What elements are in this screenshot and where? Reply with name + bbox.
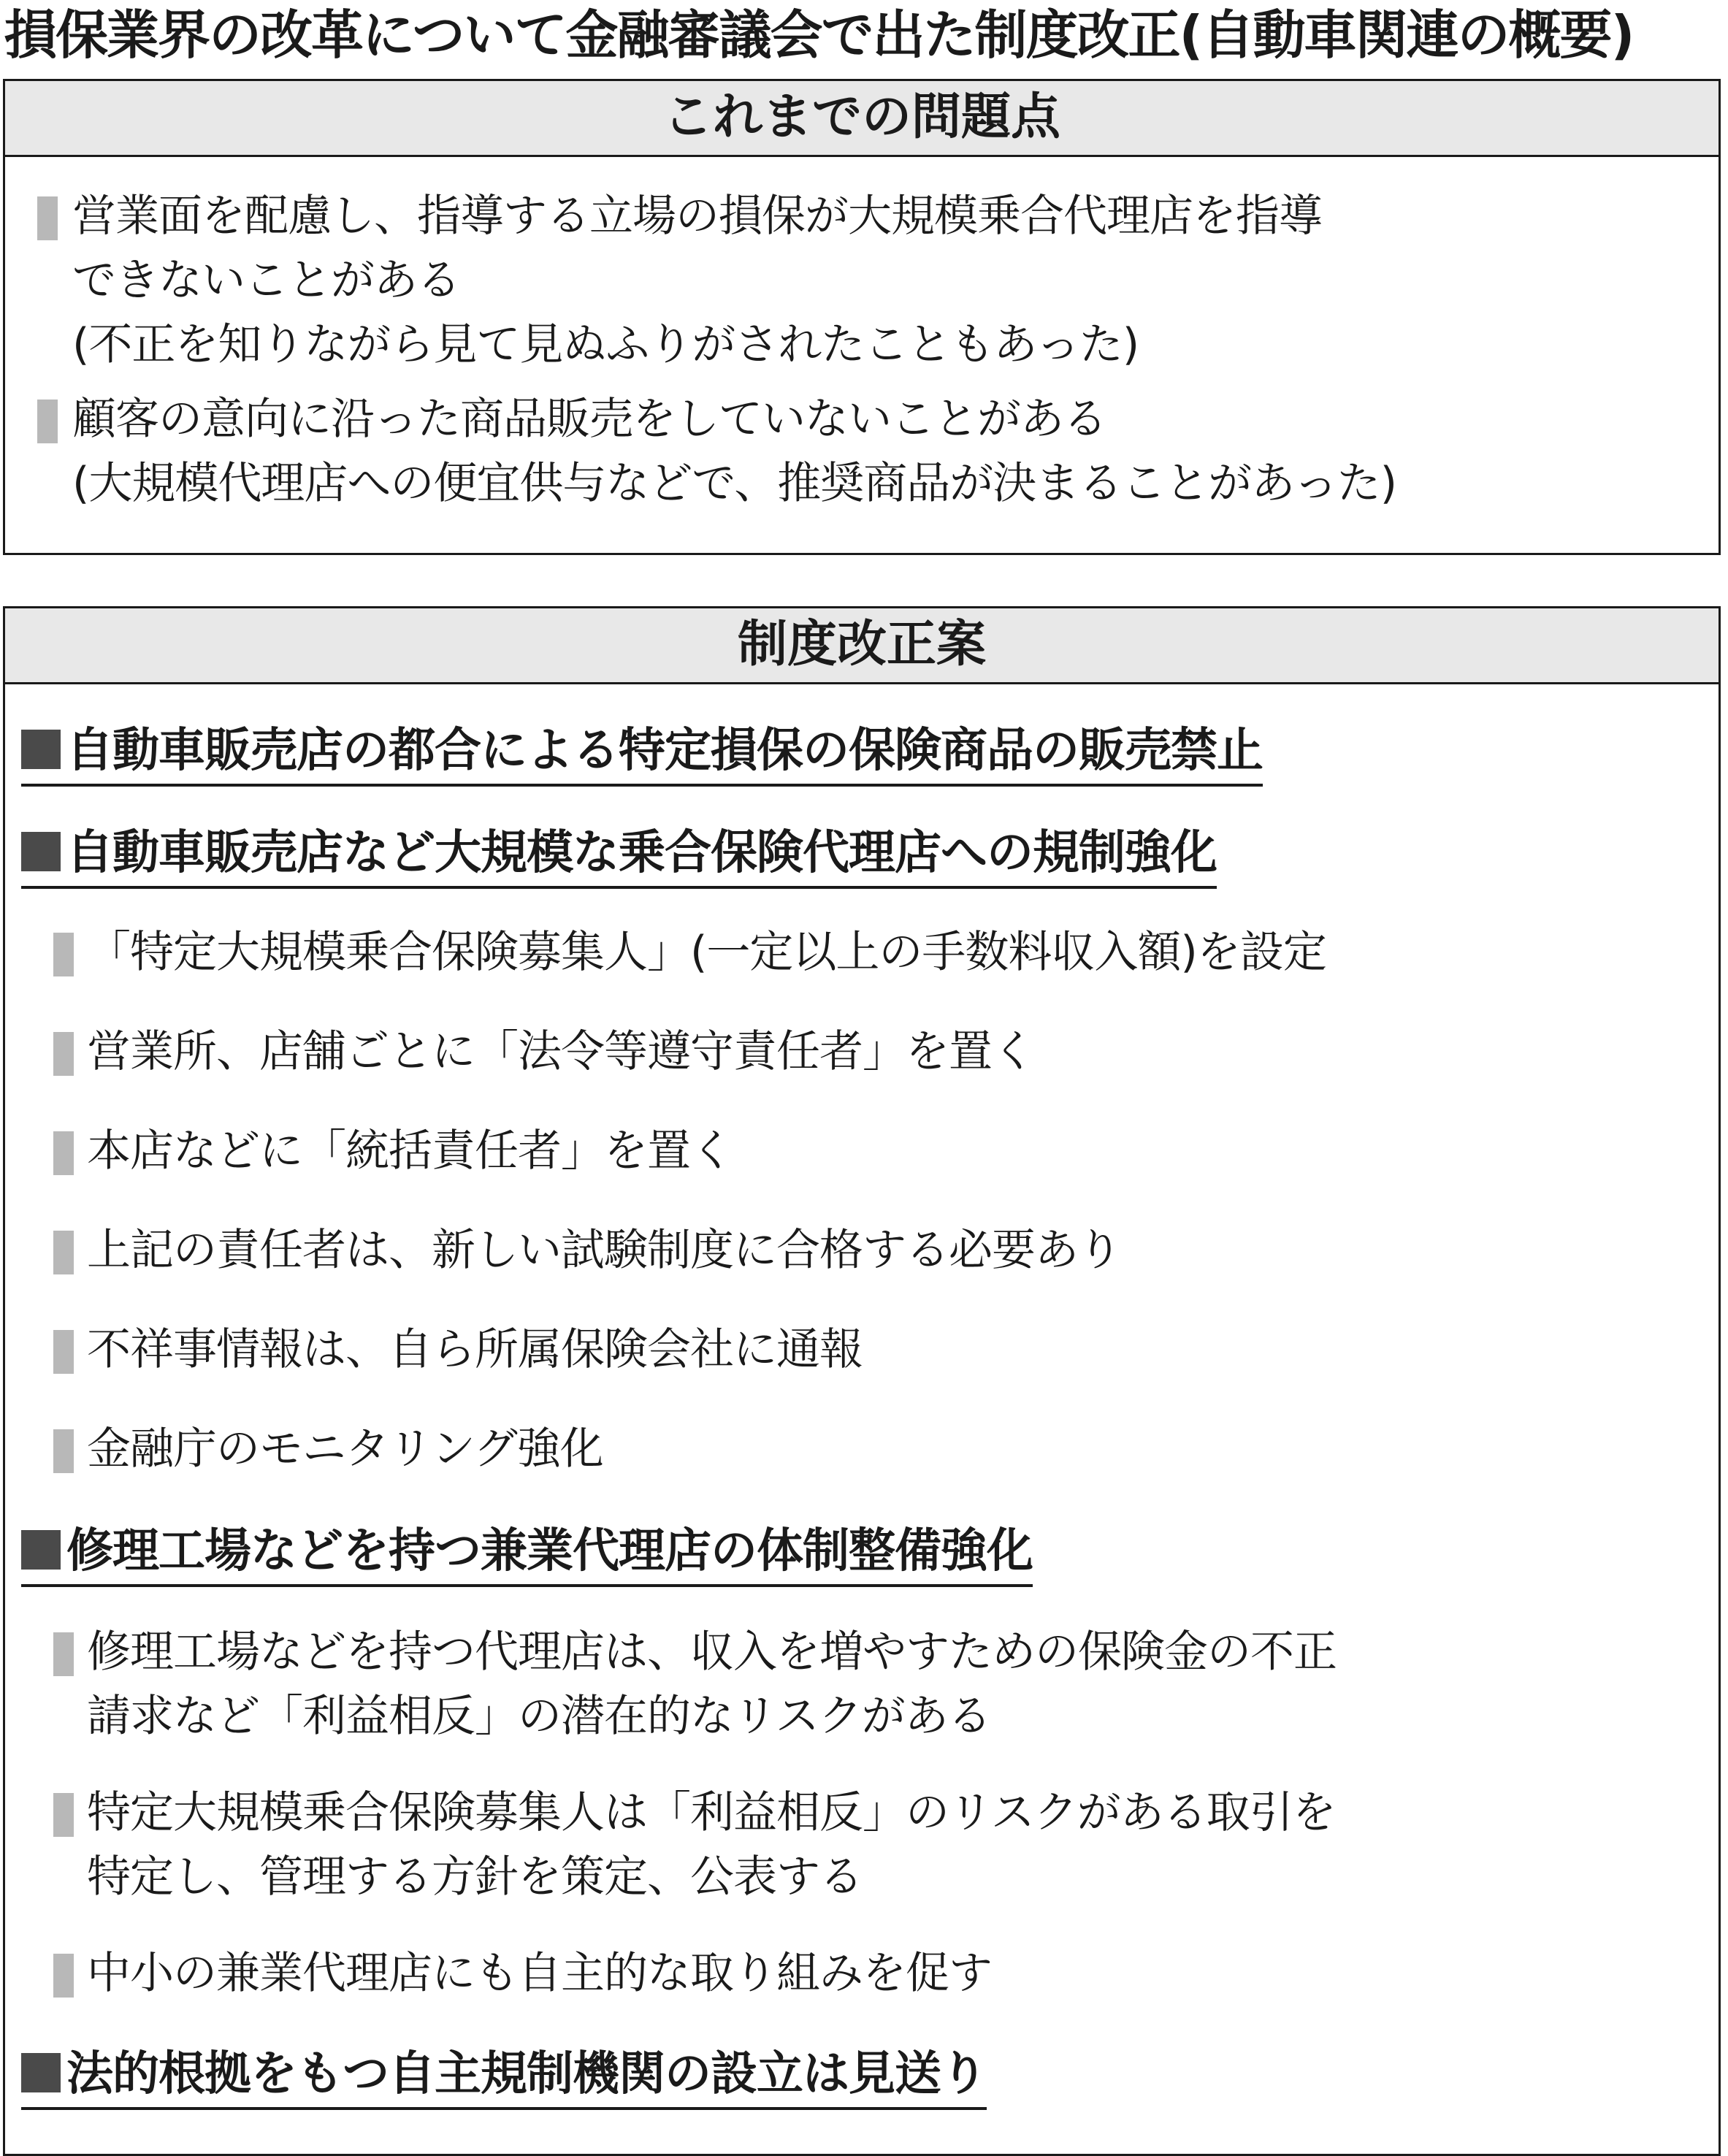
reform-heading-3 bbox=[21, 1518, 1033, 1587]
reform-3-item-1-line-2: 請求など「利益相反」の潜在的なリスクがある bbox=[87, 1691, 991, 1742]
reform-2-item-5: 不祥事情報は、自ら所属保険会社に通報 bbox=[87, 1324, 863, 1375]
gray-bullet-icon bbox=[53, 1330, 74, 1374]
gray-bullet-icon bbox=[53, 1231, 74, 1274]
reform-box bbox=[3, 606, 1721, 2156]
gray-bullet-icon bbox=[53, 1954, 74, 1998]
reform-2-item-4: 上記の責任者は、新しい試験制度に合格する必要あり bbox=[87, 1225, 1121, 1276]
black-square-icon bbox=[21, 1530, 61, 1570]
gray-bullet-icon bbox=[53, 1632, 74, 1676]
gray-bullet-icon bbox=[53, 1131, 74, 1175]
page-title: 損保業界の改革について金融審議会で出た制度改正(自動車関連の概要) bbox=[4, 4, 1634, 66]
gray-bullet-icon bbox=[53, 933, 74, 976]
black-square-icon bbox=[21, 2053, 61, 2092]
black-square-icon bbox=[21, 730, 61, 769]
reform-2-item-3: 本店などに「統括責任者」を置く bbox=[87, 1125, 733, 1177]
gray-bullet-icon bbox=[53, 1793, 74, 1837]
reform-2-item-2: 営業所、店舗ごとに「法令等遵守責任者」を置く bbox=[87, 1026, 1035, 1077]
reform-2-item-1: 「特定大規模乗合保険募集人」(一定以上の手数料収入額)を設定 bbox=[87, 927, 1326, 978]
problems-box bbox=[3, 79, 1721, 555]
reform-heading-4 bbox=[21, 2041, 987, 2110]
gray-bullet-icon bbox=[53, 1032, 74, 1076]
reform-3-item-1-line-1: 修理工場などを持つ代理店は、収入を増やすための保険金の不正 bbox=[87, 1626, 1337, 1678]
problem-1-line-2: できないことがある bbox=[72, 255, 460, 306]
gray-bullet-icon bbox=[37, 400, 58, 443]
reform-heading-2 bbox=[21, 820, 1217, 889]
problem-2-line-1: 顧客の意向に沿った商品販売をしていないことがある bbox=[72, 394, 1106, 445]
reform-3-item-2-line-1: 特定大規模乗合保険募集人は「利益相反」のリスクがある取引を bbox=[87, 1787, 1336, 1838]
reform-heading-1-text: 自動車販売店の都合による特定損保の保険商品の販売禁止 bbox=[66, 724, 1263, 778]
reform-3-item-2-line-2: 特定し、管理する方針を策定、公表する bbox=[87, 1851, 863, 1903]
reform-heading-3-text: 修理工場などを持つ兼業代理店の体制整備強化 bbox=[66, 1524, 1033, 1578]
problem-2-line-2: (大規模代理店への便宜供与などで、推奨商品が決まることがあった) bbox=[72, 458, 1397, 509]
reform-heading-1 bbox=[21, 718, 1263, 787]
reform-2-item-6: 金融庁のモニタリング強化 bbox=[87, 1423, 603, 1475]
problem-1-line-3: (不正を知りながら見て見ぬふりがされたこともあった) bbox=[72, 319, 1139, 370]
problem-1-line-1: 営業面を配慮し、指導する立場の損保が大規模乗合代理店を指導 bbox=[72, 191, 1322, 242]
reform-heading-2-text: 自動車販売店など大規模な乗合保険代理店への規制強化 bbox=[66, 826, 1217, 880]
problems-header: これまでの問題点 bbox=[5, 81, 1719, 157]
gray-bullet-icon bbox=[37, 196, 58, 240]
gray-bullet-icon bbox=[53, 1429, 74, 1473]
reform-3-item-3: 中小の兼業代理店にも自主的な取り組みを促す bbox=[87, 1948, 992, 1999]
reform-heading-4-text: 法的根拠をもつ自主規制機関の設立は見送り bbox=[66, 2047, 987, 2101]
black-square-icon bbox=[21, 832, 61, 871]
reform-header: 制度改正案 bbox=[5, 608, 1719, 684]
